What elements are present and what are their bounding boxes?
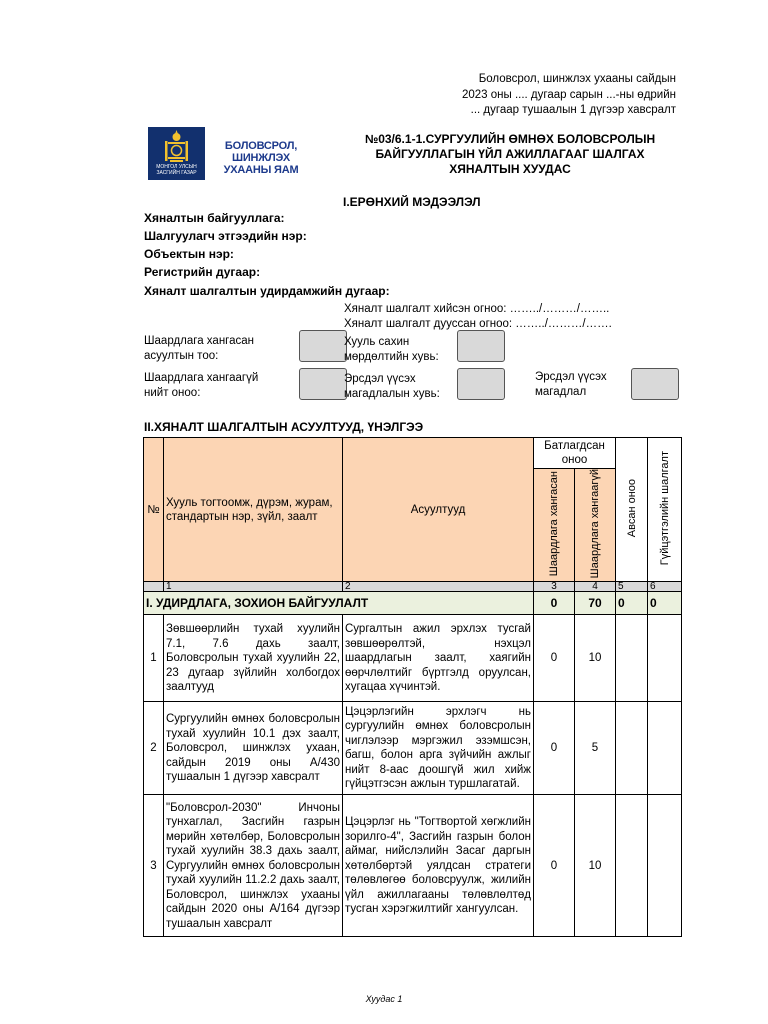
met-questions-count-box[interactable] (299, 330, 347, 362)
risk-probability-percent-box[interactable] (457, 368, 505, 400)
page-footer: Хуудас 1 (365, 994, 403, 1004)
section-questions-heading: II.ХЯНАЛТ ШАЛГАЛТЫН АСУУЛТУУД, ҮНЭЛГЭЭ (144, 420, 424, 434)
soyombo-emblem-icon (148, 127, 205, 180)
header-confirmed-score: Батлагдсан оноо (534, 438, 616, 469)
row-number: 3 (144, 795, 164, 937)
row-number: 1 (144, 615, 164, 702)
row-not-met[interactable]: 5 (575, 702, 616, 795)
checklist-table (143, 437, 682, 937)
table-row (144, 795, 682, 937)
row-law: Зөвшөөрлийн тухай хуулийн 7.1, 7.6 дахь заалт, Боловсролын тухай хуулийн 22, 23 дугаар зүйлийн холбогдох заалтууд (164, 615, 343, 702)
ministry-logo (148, 127, 313, 180)
row-question: Цэцэрлэг нь "Тогтвортой хөгжлийн зорилго-4", Засгийн газрын болон аймаг, нийслэлийн Засаг даргын хөтөлбөртэй уялдсан стратеги төлөвлөгөө боловсруулж, жилийн үйл ажиллагааны төлөвлөлтөд тусган хэрэгжилтийг хангуулсан. (343, 795, 534, 937)
header-not-met: Шаардлага хангаагүй (575, 469, 616, 582)
title-line: ХЯНАЛТЫН ХУУДАС (449, 162, 571, 176)
approval-line: 2023 оны .... дугаар сарын ...-ны өдрийн (461, 88, 676, 101)
field-object-name: Объектын нэр: (144, 247, 234, 261)
header-law: Хууль тогтоомж, дүрэм, журам, стандартын нэр, зүйл, заалт (164, 438, 343, 582)
row-not-met[interactable]: 10 (575, 795, 616, 937)
col-number: 4 (575, 582, 616, 592)
col-number: 2 (343, 582, 534, 592)
section-general-info-heading: I.ЕРӨНХИЙ МЭДЭЭЛЭЛ (343, 195, 481, 209)
row-number: 2 (144, 702, 164, 795)
col-number: 3 (534, 582, 575, 592)
col-number: 1 (164, 582, 343, 592)
compliance-percent-box[interactable] (457, 330, 505, 362)
header-met: Шаардлага хангасан (534, 469, 575, 582)
row-law: Сургуулийн өмнөх боловсролын тухай хуулийн 10.1 дэх заалт, Боловсрол, шинжлэх ухаан, сайдын 2019 оны А/430 тушаалын 1 дүгээр хавсралт (164, 702, 343, 795)
table-row (144, 615, 682, 702)
table-row (144, 702, 682, 795)
row-law: "Боловсрол-2030" Инчоны тунхаглал, Засгийн газрын мөрийн хөтөлбөр, Боловсролын тухай хуулийн 38.3 дахь заалт, Сургуулийн өмнөх боловсролын тухай хуулийн 11.2.2 дахь заалт, Боловсрол, шинжлэх ухааны сайдын 2020 оны А/164 дүгээр тушаалын хавсралт (164, 795, 343, 937)
title-line: №03/6.1-1.СУРГУУЛИЙН ӨМНӨХ БОЛОВСРОЛЫН (364, 132, 656, 146)
risk-probability-box[interactable] (631, 368, 679, 400)
group-score: 0 (616, 592, 648, 615)
approval-line: Боловсрол, шинжлэх ухааны сайдын (478, 73, 676, 85)
met-questions-count-label: Шаардлага хангасан асуултын тоо: (144, 335, 255, 362)
inspection-end-date: Хяналт шалгалт дууссан огноо: ……../………/……. (344, 318, 612, 330)
col-number: 5 (616, 582, 648, 592)
row-question: Цэцэрлэгийн эрхлэгч нь сургуулийн өмнөх боловсролын чиглэлээр мэргэжил эзэмшсэн, багш, болон арга зүйчийн ажлыг нийт 8-аас доошгүй жил хийж гүйцэтгэсэн ажлын туршлагатай. (343, 702, 534, 795)
compliance-percent-label: Хууль сахин мөрдөлтийн хувь: (344, 336, 439, 363)
group-met: 0 (534, 592, 575, 615)
field-register-number: Регистрийн дугаар: (144, 265, 261, 279)
row-met[interactable]: 0 (534, 795, 575, 937)
row-not-met[interactable]: 10 (575, 615, 616, 702)
group-not-met: 70 (575, 592, 616, 615)
unmet-total-score-box[interactable] (299, 368, 347, 400)
row-question: Сургалтын ажил эрхлэх тусгай зөвшөөрөлтэй, нэхцэл шаардлагын заалт, хаягийн өөрчлөлтийг бүртгэлд оруулсан, хугацаа хүчинтэй. (343, 615, 534, 702)
col-number: 6 (648, 582, 682, 592)
row-done[interactable] (648, 795, 682, 937)
group-title: I. УДИРДЛАГА, ЗОХИОН БАЙГУУЛАЛТ (144, 592, 534, 615)
risk-probability-label: Эрсдэл үүсэх магадлал (535, 371, 607, 398)
group-row (144, 592, 682, 615)
header-number: № (144, 438, 164, 582)
row-done[interactable] (648, 615, 682, 702)
ministry-name: БОЛОВСРОЛ, ШИНЖЛЭХ УХААНЫ ЯАМ (223, 140, 299, 176)
document-title (355, 132, 665, 177)
header-questions: Асуултууд (343, 438, 534, 582)
risk-probability-percent-label: Эрсдэл үүсэх магадлалын хувь: (344, 373, 440, 400)
row-score[interactable] (616, 795, 648, 937)
field-directive-number: Хяналт шалгалтын удирдамжийн дугаар: (144, 284, 390, 298)
title-line: БАЙГУУЛЛАГЫН ҮЙЛ АЖИЛЛАГААГ ШАЛГАХ (375, 147, 645, 161)
table-header-row (144, 438, 682, 469)
inspection-start-date: Хяналт шалгалт хийсэн огноо: ……../………/…….. (344, 303, 610, 315)
group-done: 0 (648, 592, 682, 615)
column-number-row (144, 582, 682, 592)
emblem-caption: МОНГОЛ УЛСЫН ЗАСГИЙН ГАЗАР (156, 164, 197, 176)
approval-note (462, 72, 676, 119)
approval-line: ... дугаар тушаалын 1 дүгээр хавсралт (470, 104, 676, 116)
header-execution-check: Гүйцэтгэлийн шалгалт (648, 438, 682, 582)
row-met[interactable]: 0 (534, 702, 575, 795)
field-inspecting-org: Хяналтын байгууллага: (144, 211, 285, 225)
field-inspector-name: Шалгуулагч этгээдийн нэр: (144, 229, 307, 243)
row-score[interactable] (616, 615, 648, 702)
row-score[interactable] (616, 702, 648, 795)
header-received-score: Авсан оноо (616, 438, 648, 582)
unmet-total-score-label: Шаардлага хангаагүй нийт оноо: (144, 372, 259, 399)
row-done[interactable] (648, 702, 682, 795)
row-met[interactable]: 0 (534, 615, 575, 702)
